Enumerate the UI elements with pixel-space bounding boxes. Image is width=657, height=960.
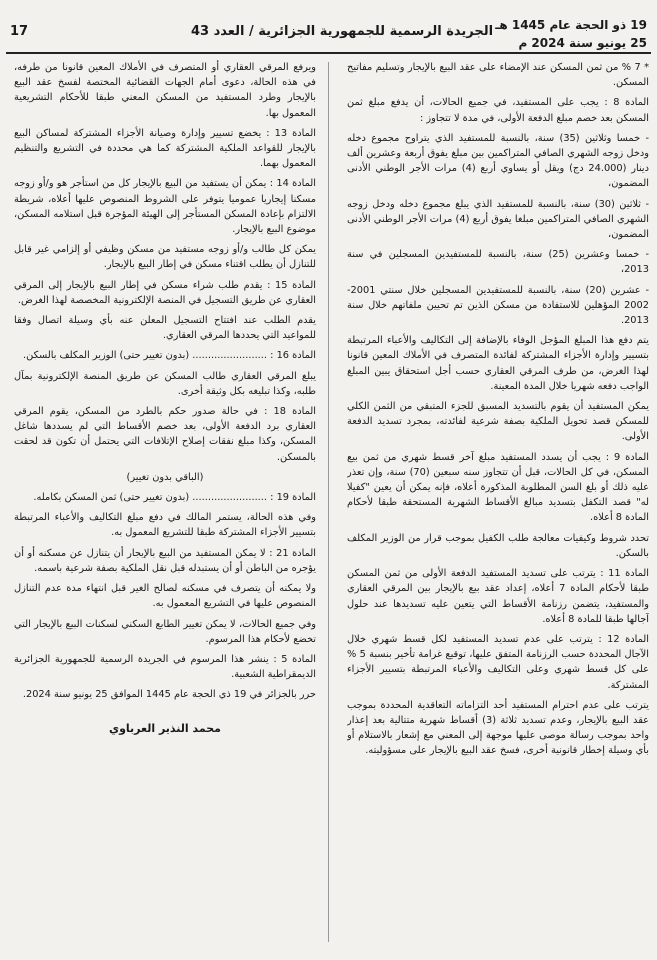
hijri-date: 19 ذو الحجة عام 1445 هـ xyxy=(495,18,647,32)
paragraph: - خمسا وعشرين (25) سنة، بالنسبة للمستفيدين المسجلين في سنة 2013، xyxy=(347,249,649,276)
left-column xyxy=(14,60,316,950)
paragraph: يبلغ المرقي العقاري طالب المسكن عن طريق المنصة الإلكترونية بمآل طلبه، وكذا تبليغه بكل وثيقة أخرى. xyxy=(14,370,316,397)
article-19: المادة 19 : ........................ (بدون تغيير حتى) ثمن المسكن بكامله. xyxy=(33,492,316,504)
signature-name: محمد النذير العرباوي xyxy=(109,721,221,735)
article-15: المادة 15 : يقدم طلب شراء مسكن في إطار البيع بالإيجار إلى المرقي العقاري عن طريق التسجيل في المنصة الإلكترونية المخصصة لهذا الغرض. xyxy=(14,279,316,306)
article-9: المادة 9 : يجب أن يسدد المستفيد مبلغ آخر قسط شهري من ثمن بيع المسكن، في كل الحالات، قبل أن تتجاوز سنه سبعين (70) سنة، وإن تعذر عليه ذلك أو بلغ السن المطلوبة المذكورة أعلاه، فإنه يمكن أن يعين "كفيلا له" قصد التكفل بتسديد مبالغ الأقساط الشهرية المستحقة طبقا لأحكام المادة 8 أعلاه. xyxy=(347,451,649,524)
paragraph: يتم دفع هذا المبلغ المؤجل الوفاء بالإضافة إلى التكاليف والأعباء المرتبطة بتسيير وإدارة الأجزاء المشتركة لفائدة المتصرف في الأملاك المعين قانونا لهذا الغرض، من طرف المرقي العقاري حسب أجل استحقاق يبين المبلغ الواجب دفعه شهريا خلال المدة المعينة. xyxy=(347,335,649,392)
article-18: المادة 18 : في حالة صدور حكم بالطرد من المسكن، يقوم المرقي العقاري برد الدفعة الأولى، بعد خصم الأقساط التي لم يسددها شاغل المسكن، وكذا مبلغ نفقات إصلاح الإتلافات التي يحتمل أن تكون قد لحقت بالمسكن. xyxy=(14,406,316,463)
right-column xyxy=(347,60,649,950)
gazette-title: الجريدة الرسمية للجمهورية الجزائرية / العدد 43 xyxy=(191,24,494,39)
article-16: المادة 16 : ........................ (بدون تغيير حتى) الوزير المكلف بالسكن. xyxy=(23,350,316,362)
paragraph: يترتب على عدم احترام المستفيد أحد التزاماته التعاقدية المحددة بموجب عقد البيع بالإيجار، وعدم تسديد ثلاثة (3) أقساط شهرية متتالية بعد إعذار واحد بموجب رسالة موصى عليها موجهة إلى المعني مع إشعار بالاستلام أو بأي وسيلة إخطار قانونية أخرى، فسخ عقد البيع بالإيجار على مسؤوليته. xyxy=(347,699,649,757)
paragraph: وفي هذه الحالة، يستمر المالك في دفع مبلغ التكاليف والأعباء المرتبطة بتسيير الأجزاء المشتركة طبقا للتشريع المعمول به. xyxy=(14,512,316,539)
page-header xyxy=(6,18,651,54)
paragraph: (الباقي بدون تغيير) xyxy=(126,471,204,483)
column-divider xyxy=(328,62,329,942)
paragraph: - خمسا وثلاثين (35) سنة، بالنسبة للمستفيد الذي يتراوح مجموع دخله ودخل زوجه الشهري الصافي المتراكمين بين مبلغ يفوق أربعة وعشرين ألف دينار (24.000 دج) ويقل أو يساوي أربع (4) مرات الأجر الوطني الأدنى المضمون، xyxy=(347,132,649,190)
paragraph: يقدم الطلب عند افتتاح التسجيل المعلن عنه بأي وسيلة اتصال وفقا للمواعيد التي يحددها المرقي العقاري. xyxy=(14,315,316,342)
article-11: المادة 11 : يترتب على تسديد المستفيد الدفعة الأولى من ثمن المسكن طبقا لأحكام المادة 7 أعلاه، إعداد عقد بيع بالإيجار بين المرقي العقاري والمستفيد، يتضمن رزنامة الأقساط التي يتعين عليه تسديدها عند حلول آجالها طبقا للمادة 8 أعلاه. xyxy=(347,568,649,625)
paragraph: وفي جميع الحالات، لا يمكن تغيير الطابع السكني لسكنات البيع بالإيجار التي تخضع لأحكام هذا المرسوم. xyxy=(14,618,316,645)
article-13: المادة 13 : يخضع تسيير وإدارة وصيانة الأجزاء المشتركة لمساكن البيع بالإيجار للقواعد الملكية المشتركة كما هي محددة في التشريع والتنظيم المعمول بهما. xyxy=(14,127,316,170)
signing-date: حرر بالجزائر في 19 ذي الحجة عام 1445 الموافق 25 يونيو سنة 2024. xyxy=(22,689,316,701)
paragraph: * 7 % من ثمن المسكن عند الإمضاء على عقد البيع بالإيجار وتسليم مفاتيح المسكن. xyxy=(347,62,649,89)
article-14: المادة 14 : يمكن أن يستفيد من البيع بالإيجار كل من استأجر هو و/أو زوجه مسكنا إيجاريا عموميا يتوفر على الشروط المنصوص عليها أعلاه، شريطة الالتزام بإعادة المسكن المستأجر إلى الهيئة المؤجرة قبل استلامه المسكن، موضوع البيع بالإيجار. xyxy=(14,178,316,236)
paragraph: يمكن المستفيد أن يقوم بالتسديد المسبق للجزء المتبقي من الثمن الكلي للمسكن قصد تحويل الملكية بصفة شرعية لفائدته، بمجرد تسديد الدفعة الأولى. xyxy=(347,401,649,443)
article-12: المادة 12 : يترتب على عدم تسديد المستفيد لكل قسط شهري خلال الآجال المحددة حسب الرزنامة المتفق عليها، توقيع غرامة تأخير بنسبة 5 % على كل قسط شهري وعلى التكاليف والأعباء المرتبطة بتسيير الأجزاء المشتركة. xyxy=(347,633,649,691)
article-5-publication: المادة 5 : ينشر هذا المرسوم في الجريدة الرسمية للجمهورية الجزائرية الديمقراطية الشعبية. xyxy=(14,653,316,681)
article-21: المادة 21 : لا يمكن المستفيد من البيع بالإيجار أن يتنازل عن مسكنه أو أن يؤجره من الباطن أو أن يستبدله قبل نقل الملكية بصفة شرعية باسمه. xyxy=(14,547,316,574)
paragraph: ولا يمكنه أن يتصرف في مسكنه لصالح الغير قبل انتهاء مدة عدم التنازل المنصوص عليها في التشريع المعمول به. xyxy=(14,583,316,610)
article-8: المادة 8 : يجب على المستفيد، في جميع الحالات، أن يدفع مبلغ ثمن المسكن بعد خصم مبلغ الدفعة الأولى، في مدة لا تتجاوز : xyxy=(347,97,649,124)
paragraph: يمكن كل طالب و/أو زوجه مستفيد من مسكن وظيفي أو إلزامي غير قابل للتنازل أن يطلب اقتناء مسكن في إطار البيع بالإيجار. xyxy=(14,244,316,271)
paragraph: ويرفع المرقي العقاري أو المتصرف في الأملاك المعين قانونا من طرفه، في هذه الحالة، دعوى أمام الجهات القضائية المختصة لفسخ عقد البيع بالإيجار وطرد المستفيد من المسكن المعني طبقا للأحكام التشريعية المعمول بها. xyxy=(14,62,316,119)
paragraph: - عشرين (20) سنة، بالنسبة للمستفيدين المسجلين خلال سنتي 2001-2002 المؤهلين للاستفادة من مسكن الذين تم تحيين ملفاتهم خلال سنة 2013. xyxy=(347,284,649,327)
paragraph: - ثلاثين (30) سنة، بالنسبة للمستفيد الذي يبلغ مجموع دخله ودخل زوجه الشهري الصافي المتراكمين مبلغا يفوق أربع (4) مرات الأجر الوطني الأدنى المضمون، xyxy=(347,198,649,241)
gregorian-date: 25 يونيو سنة 2024 م xyxy=(518,36,647,50)
paragraph: تحدد شروط وكيفيات معالجة طلب الكفيل بموجب قرار من الوزير المكلف بالسكن. xyxy=(347,532,649,559)
page-number: 17 xyxy=(10,24,29,39)
